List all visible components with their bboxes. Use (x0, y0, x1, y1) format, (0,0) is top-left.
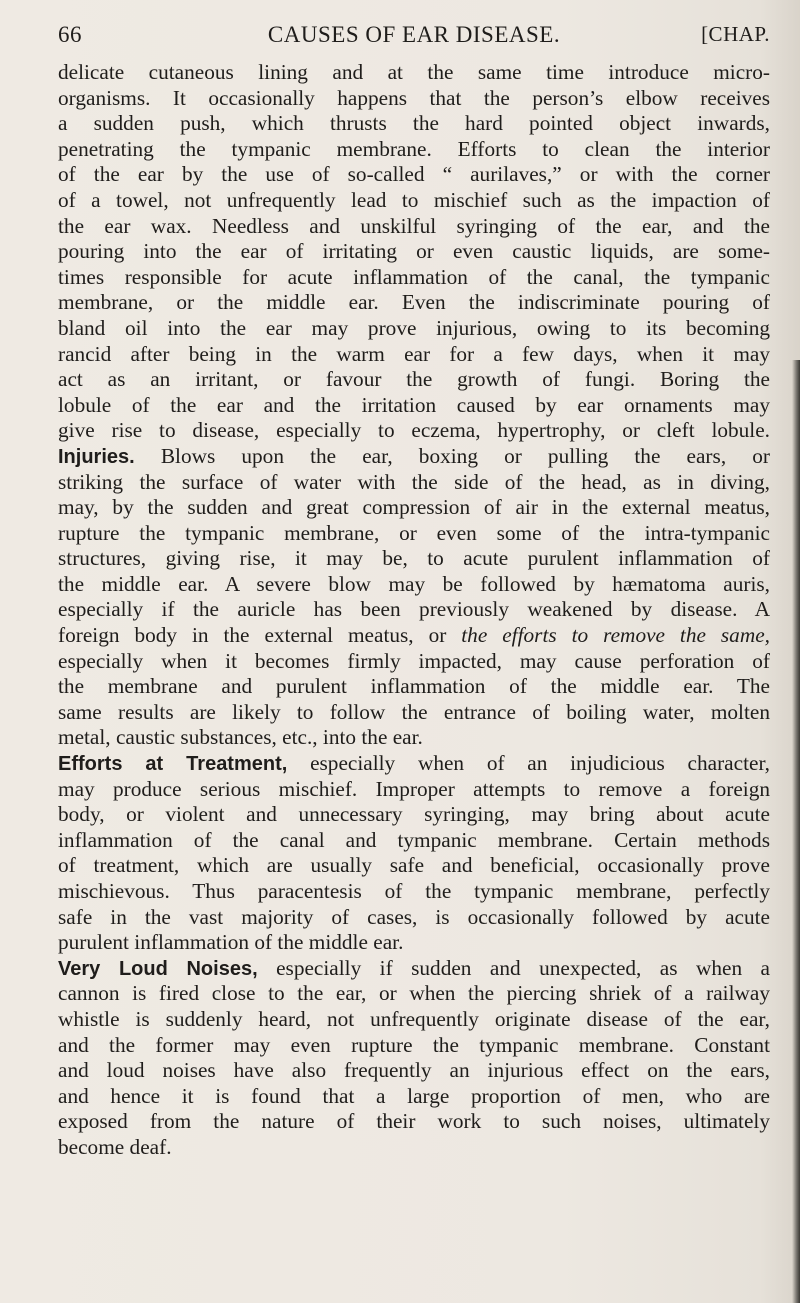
text-line: especially if the auricle has been previously weakened by disease. A (58, 597, 770, 622)
text-line: especially when it becomes firmly impacted, may cause perforation of (58, 648, 770, 673)
text-line: cannon is fired close to the ear, or when the piercing shriek of a railway (58, 981, 770, 1006)
text-line: structures, giving rise, it may be, to acute purulent inflammation of (58, 546, 770, 571)
foreign-body-prefix: foreign body in the external meatus, or (58, 623, 447, 648)
text-line: whistle is suddenly heard, not unfrequently originate disease of the ear, (58, 1006, 770, 1031)
noises-heading: Very Loud Noises, (58, 957, 258, 980)
text-line: may, by the sudden and great compression of air in the external meatus, (58, 495, 770, 520)
page-edge-shadow (792, 360, 800, 1303)
efforts-line-text: especially when of an injudicious character, (310, 751, 771, 776)
text-line: act as an irritant, or favour the growth of fungi. Boring the (58, 367, 770, 392)
text-line: rupture the tympanic membrane, or even some of the intra-tympanic (58, 520, 770, 545)
text-line: a sudden push, which thrusts the hard pointed object inwards, (58, 111, 770, 136)
running-head: CAUSES OF EAR DISEASE. (267, 22, 561, 47)
text-line: rancid after being in the warm ear for a few days, when it may (58, 341, 770, 366)
text-line: lobule of the ear and the irritation caused by ear ornaments may (58, 392, 770, 417)
text-line: exposed from the nature of their work to such noises, ultimately (58, 1109, 770, 1134)
text-line: delicate cutaneous lining and at the same time introduce micro- (58, 60, 770, 84)
text-line: and the former may even rupture the tympanic membrane. Constant (58, 1032, 770, 1057)
noises-line-text: especially if sudden and unexpected, as when a (276, 955, 771, 980)
text-line: organisms. It occasionally happens that the person’s elbow receives (58, 85, 770, 110)
text-line: times responsible for acute inflammation of the canal, the tympanic (58, 264, 770, 289)
injuries-line (58, 444, 770, 470)
text-line: safe in the vast majority of cases, is occasionally followed by acute (58, 904, 770, 929)
text-line: become deaf. (58, 1134, 172, 1159)
text-line: same results are likely to follow the entrance of boiling water, molten (58, 699, 770, 724)
page-header (58, 22, 770, 56)
text-line: striking the surface of water with the side of the head, as in diving, (58, 469, 770, 494)
text-line: the membrane and purulent inflammation of the middle ear. The (58, 674, 770, 699)
body-text (58, 60, 770, 1161)
text-line: body, or violent and unnecessary syringing, may bring about acute (58, 802, 770, 827)
foreign-body-line (58, 623, 770, 649)
text-line: bland oil into the ear may prove injurious, owing to its becoming (58, 315, 770, 340)
text-line: pouring into the ear of irritating or even caustic liquids, are some- (58, 239, 770, 264)
page-number: 66 (58, 22, 82, 47)
injuries-heading: Injuries. (58, 445, 135, 468)
italic-phrase: the efforts to remove the same, (461, 623, 770, 648)
efforts-heading: Efforts at Treatment, (58, 753, 288, 776)
injuries-line-text: Blows upon the ear, boxing or pulling the ears, or (160, 443, 770, 468)
text-line: mischievous. Thus paracentesis of the tympanic membrane, perfectly (58, 879, 770, 903)
text-line: may produce serious mischief. Improper attempts to remove a foreign (58, 776, 770, 801)
text-line: and loud noises have also frequently an injurious effect on the ears, (58, 1058, 770, 1083)
noises-line (58, 956, 770, 982)
text-line: of the ear by the use of so-called “ aurilaves,” or with the corner (58, 162, 770, 187)
efforts-line (58, 751, 770, 777)
text-line: purulent inflammation of the middle ear. (58, 930, 404, 955)
text-line: penetrating the tympanic membrane. Efforts to clean the interior (58, 136, 770, 161)
text-line: metal, caustic substances, etc., into the ear. (58, 725, 423, 750)
text-line: the middle ear. A severe blow may be followed by hæmatoma auris, (58, 571, 770, 596)
text-line: and hence it is found that a large proportion of men, who are (58, 1083, 770, 1108)
text-line: the ear wax. Needless and unskilful syringing of the ear, and the (58, 213, 770, 238)
text-line: inflammation of the canal and tympanic membrane. Certain methods (58, 827, 770, 852)
chapter-mark: [CHAP. (701, 22, 770, 46)
text-line: give rise to disease, especially to eczema, hypertrophy, or cleft lobule. (58, 418, 770, 443)
text-line: of treatment, which are usually safe and beneficial, occasionally prove (58, 853, 770, 878)
text-line: membrane, or the middle ear. Even the indiscriminate pouring of (58, 290, 770, 315)
text-line: of a towel, not unfrequently lead to mischief such as the impaction of (58, 187, 770, 212)
